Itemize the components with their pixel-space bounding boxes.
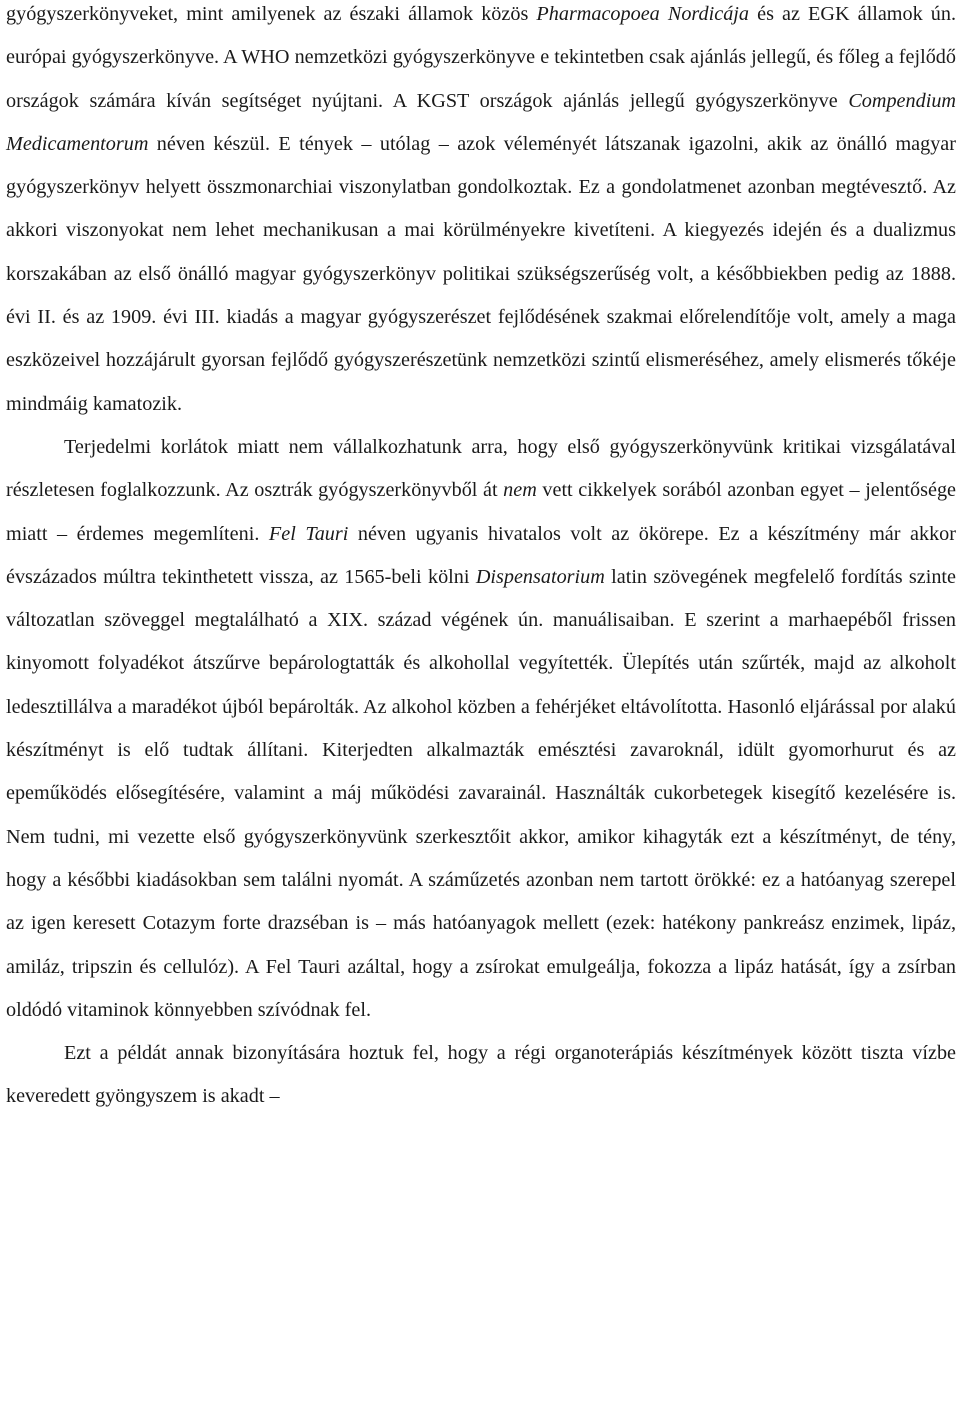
paragraph-text: latin szövegének megfelelő fordítás szinte változatlan szöveggel megtalálható a XIX. század végének ún. manuálisaiban. E szerint a marhaepéből frissen kinyomott folyadékot átszűrve bepárologtatták és alkohollal vegyítették. Ülepítés után szűrték, majd az alkoholt ledesztillálva a maradékot újból bepárolták. Az alkohol közben a fehérjéket eltávolította. Hasonló eljárással por alakú készítményt is elő tudtak állítani. Kiterjedten alkalmazták emésztési zavaroknál, idült gyomorhurut és az epeműködés elősegítésére, valamint a máj működési zavarainál. Használták cukorbetegek kisegítő kezelésére is. Nem tudni, mi vezette első gyógyszerkönyvünk szerkesztőit akkor, amikor kihagyták ezt a készítményt, de tény, hogy a későbbi kiadásokban sem találni nyomát. A száműzetés azonban nem tartott örökké: ez a hatóanyag szerepel az igen keresett Cotazym forte drazséban is – más hatóanyagok mellett (ezek: hatékony pankreász enzimek, lipáz, amiláz, tripszin és cellulóz). A Fel Tauri azáltal, hogy a zsírokat emulgeálja, fokozza a lipáz hatását, így a zsírban oldódó vitaminok könnyebben szívódnak fel. — [6, 565, 956, 1021]
paragraph-3 — [6, 1032, 956, 1119]
italic-word-nem: nem — [503, 479, 537, 502]
paragraph-text: vett cikkelyek sorából azonban egyet – jelentősége miatt – érdemes megemlíteni. — [6, 479, 956, 545]
paragraph-text: gyógyszerkönyveket, mint amilyenek az északi államok közös — [6, 3, 537, 25]
italic-title-compendium-medicamentorum: Compendium Medicamentorum — [6, 89, 956, 155]
paragraph-text: Terjedelmi korlátok miatt nem vállalkozhatunk arra, hogy első gyógyszerkönyvünk kritikai vizsgálatával részletesen foglalkozzunk. Az osztrák gyógyszerkönyvből át — [6, 435, 956, 502]
paragraph-text: néven ugyanis hivatalos volt az ökörepe. Ez a készítmény már akkor évszázados múltra tekinthetett vissza, az 1565-beli kölni — [6, 522, 956, 588]
italic-term-fel-tauri: Fel Tauri — [268, 522, 349, 545]
paragraph-text: és az EGK államok ún. európai gyógyszerkönyve. A WHO nemzetközi gyógyszerkönyve e tekintetben csak ajánlás jellegű, és főleg a fejlődő országok számára kíván segítséget nyújtani. A KGST országok ajánlás jellegű gyógyszerkönyve — [6, 3, 957, 112]
paragraph-text: néven készül. E tények – utólag – azok véleményét látszanak igazolni, akik az önálló magyar gyógyszerkönyv helyett összmonarchiai viszonylatban gondolkoztak. Ez a gondolatmenet azonban megtévesztő. Az akkori viszonyokat nem lehet mechanikusan a mai körülményekre kivetíteni. A kiegyezés idején és a dualizmus korszakában az első önálló magyar gyógyszerkönyv politikai szükségszerűség volt, a későbbiekben pedig az 1888. évi II. és az 1909. évi III. kiadás a magyar gyógyszerészet fejlődésének szakmai előrelendítője volt, amely a maga eszközeivel hozzájárult gyorsan fejlődő gyógyszerészetünk nemzetközi szintű elismeréséhez, amely elismerés tőkéje mindmáig kamatozik. — [6, 132, 956, 415]
paragraph-1 — [6, 0, 956, 426]
italic-title-dispensatorium: Dispensatorium — [475, 565, 605, 588]
italic-title-pharmacopoea-nordica: Pharmacopoea Nordicája — [536, 3, 749, 25]
paragraph-text: Ezt a példát annak bizonyítására hoztuk fel, hogy a régi organoterápiás készítmények között tiszta vízbe keveredett gyöngyszem is akadt – — [6, 1042, 956, 1108]
paragraph-2 — [6, 426, 956, 1032]
